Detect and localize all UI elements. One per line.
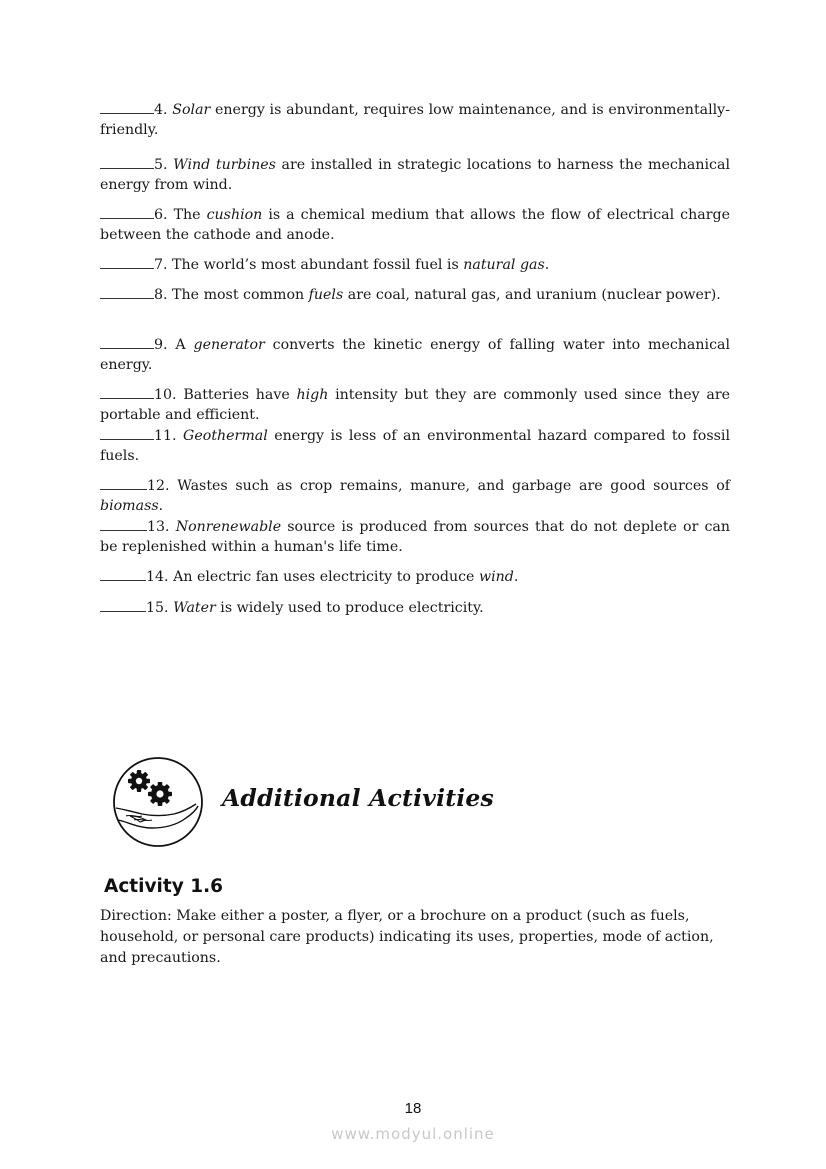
item-term: biomass <box>100 498 159 514</box>
question-item: 4. Solar energy is abundant, requires low maintenance, and is environmentally-friendly. <box>100 99 730 140</box>
item-term: Water <box>173 600 216 616</box>
question-item: 15. Water is widely used to produce electricity. <box>100 597 730 618</box>
answer-blank[interactable] <box>100 475 147 490</box>
answer-blank[interactable] <box>100 597 146 612</box>
item-number: 8. <box>154 287 168 303</box>
item-term: natural gas <box>463 257 545 273</box>
item-number: 14. <box>146 569 169 585</box>
item-number: 11. <box>154 428 177 444</box>
item-number: 4. <box>154 102 168 118</box>
item-term: Wind turbines <box>173 157 276 173</box>
item-number: 9. <box>154 337 168 353</box>
item-number: 7. <box>154 257 168 273</box>
question-item: 9. A generator converts the kinetic energy of falling water into mechanical energy. <box>100 334 730 375</box>
question-item: 14. An electric fan uses electricity to produce wind. <box>100 566 730 587</box>
answer-blank[interactable] <box>100 99 154 114</box>
answer-blank[interactable] <box>100 334 154 349</box>
question-item: 13. Nonrenewable source is produced from sources that do not deplete or can be replenished within a human's life time. <box>100 516 730 557</box>
answer-blank[interactable] <box>100 425 154 440</box>
gears-on-hand-icon <box>112 756 204 848</box>
item-term: Nonrenewable <box>175 519 282 535</box>
question-item: 11. Geothermal energy is less of an environmental hazard compared to fossil fuels. <box>100 425 730 466</box>
answer-blank[interactable] <box>100 254 154 269</box>
section-title: Additional Activities <box>222 784 494 812</box>
item-term: Geothermal <box>183 428 268 444</box>
item-number: 13. <box>147 519 170 535</box>
item-term: high <box>296 387 329 403</box>
item-number: 5. <box>154 157 168 173</box>
question-item: 7. The world’s most abundant fossil fuel is natural gas. <box>100 254 730 275</box>
item-term: Solar <box>172 102 211 118</box>
page-number: 18 <box>404 1100 422 1117</box>
item-term: fuels <box>308 287 344 303</box>
item-term: generator <box>193 337 265 353</box>
item-term: wind <box>478 569 514 585</box>
activity-direction: Direction: Make either a poster, a flyer, or a brochure on a product (such as fuels, household, or personal care products) indicating its uses, properties, mode of action, and precautions. <box>100 908 714 966</box>
answer-blank[interactable] <box>100 154 154 169</box>
answer-blank[interactable] <box>100 204 154 219</box>
question-item: 5. Wind turbines are installed in strategic locations to harness the mechanical energy from wind. <box>100 154 730 195</box>
question-item: 8. The most common fuels are coal, natural gas, and uranium (nuclear power). <box>100 284 730 305</box>
answer-blank[interactable] <box>100 284 154 299</box>
question-item: 10. Batteries have high intensity but they are commonly used since they are portable and efficient. <box>100 384 730 425</box>
item-number: 6. <box>154 207 168 223</box>
item-number: 10. <box>154 387 177 403</box>
item-term: cushion <box>206 207 263 223</box>
answer-blank[interactable] <box>100 566 146 581</box>
answer-blank[interactable] <box>100 384 154 399</box>
activity-title: Activity 1.6 <box>104 876 223 897</box>
answer-blank[interactable] <box>100 516 147 531</box>
watermark: www.modyul.online <box>331 1125 495 1143</box>
question-item: 6. The cushion is a chemical medium that allows the flow of electrical charge between the cathode and anode. <box>100 204 730 245</box>
item-number: 15. <box>146 600 169 616</box>
question-item: 12. Wastes such as crop remains, manure, and garbage are good sources of biomass. <box>100 475 730 516</box>
item-number: 12. <box>147 478 170 494</box>
